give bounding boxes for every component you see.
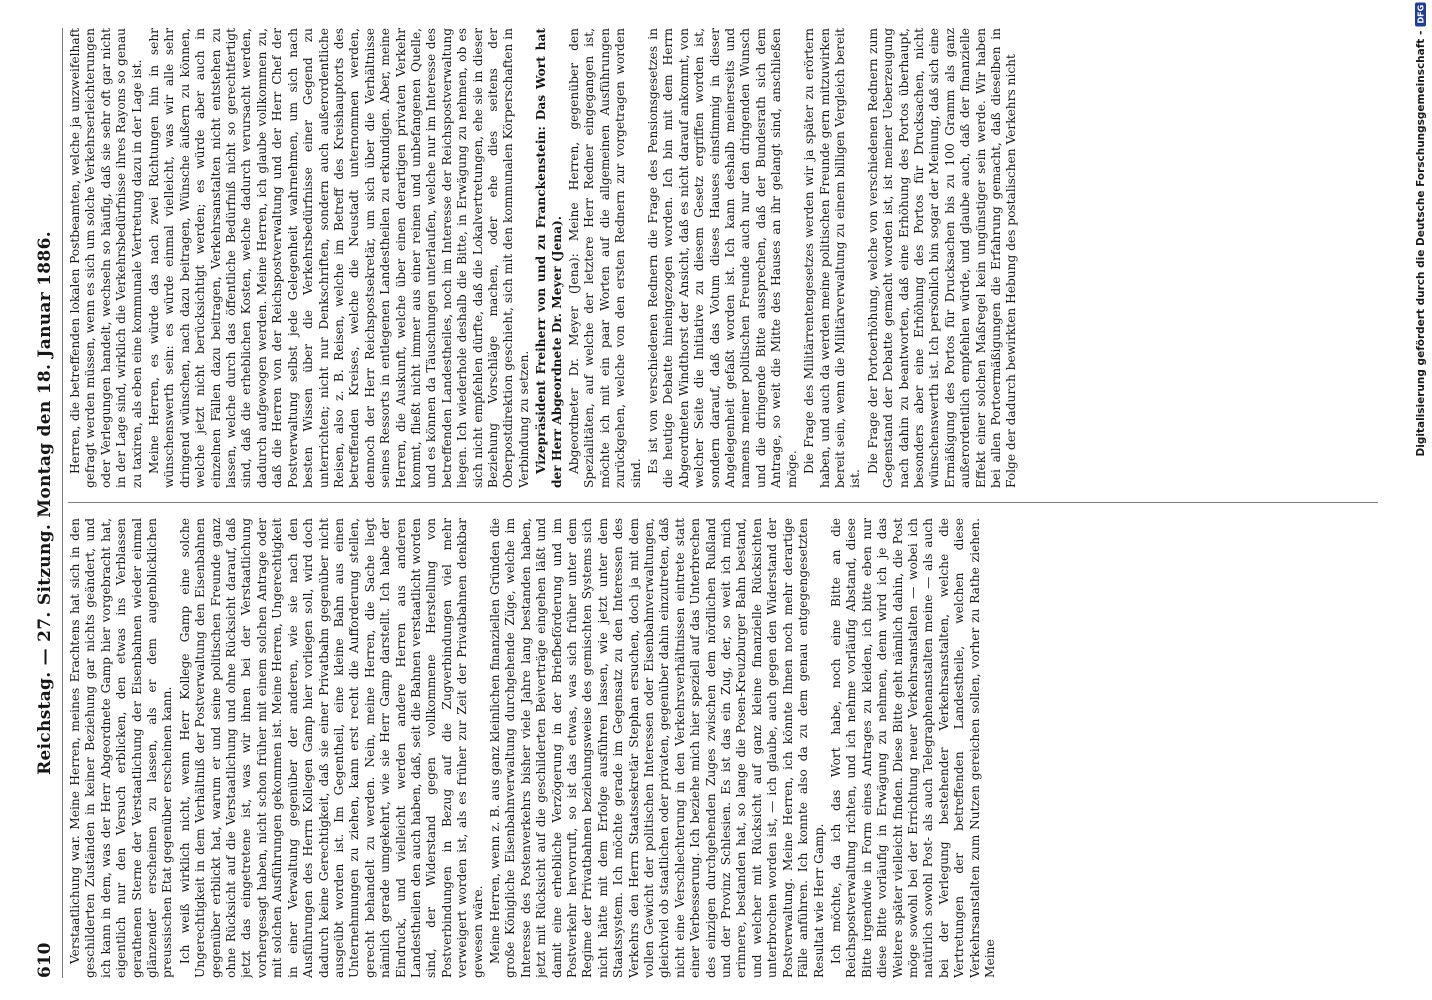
speaker-paragraph: Vizepräsident Freiherr von und zu Franckenstein: Das Wort hat der Herr Abgeordnete Dr. Meyer (Jena). [534, 28, 564, 488]
right-column [68, 28, 1378, 488]
paragraph: Meine Herren, es würde das nach zwei Richtungen hin in sehr wünschenswerth sein: es würde einmal vielleicht, was wir alle sehr dringend wünschen, nach dazu beitragen, Wünsche äußern zu können, welche jetzt nicht berücksichtigt werden; es würde aber auch in einzelnen Fällen dazu beitragen, Verkehrsanstalten nicht entstehen zu lassen, welche durch das öffentliche Bedürfniß nicht so gerechtfertigt sind, daß die erheblichen Kosten, welche dadurch verursacht werden, dadurch aufgewogen werden. Meine Herren, ich glaube vollkommen zu, daß die Herren von der Reichspostverwaltung und der Herr Chef der Postverwaltung selbst jede Gelegenheit wahrnehmen, um sich nach besten Wissen über die Verkehrsbedürfnisse einer Gegend zu unterrichten; nicht nur Denkschriften, sondern auch außerordentliche Reisen, also z. B. Reisen, welche im Betreff des Kreishauptorts des betreffenden Kreises, welche die Neustadt unternommen werden, dennoch der Herr Reichspostsekretär, um sich über die Verhältnisse seines Ressorts in entlegenen Landestheilen zu erkundigen. Aber, meine Herren, die Auskunft, welche über einen derartigen privaten Verkehr kommt, fließt nicht immer aus einer reinen und unbefangenen Quelle, und es können da Täuschungen unterlaufen, welche nur im Interesse des betreffenden Landestheiles, noch im Interesse der Reichspostverwaltung liegen. Ich wiederhole deshalb die Bitte, in Erwägung zu nehmen, ob es sich nicht empfehlen dürfte, daß die Lokalvertretungen, ehe sie in dieser Beziehung Vorschläge machen, oder ehe dies seitens der Oberpostdirektion geschieht, sich mit den kommunalen Körperschaften in Verbindung zu setzen. [147, 28, 531, 488]
dfg-logo: DFG [1416, 2, 1427, 27]
paragraph: Ich möchte, da ich das Wort habe, noch eine Bitte an die Reichspostverwaltung richten, und ich nehme vorläufig Abstand, diese Bitte irgendwie in Form eines Antrages zu kleiden, ich bitte eben nur diese Bitte vorläufig in Erwägung zu nehmen, denn wird ich je das Weitere später vielleicht finden. Diese Bitte geht nämlich dahin, die Post möge sowohl bei der Errichtung neuer Verkehrsanstalten — wobei ich natürlich sowohl Post- als auch Telegraphenanstalten meine — als auch bei der Verlegung bestehender Verkehrsanstalten, welche die Vertretungen der betreffenden Landestheile, welchen diese Verkehrsanstalten zum Nutzen gereichen sollen, vorher zu Rathe ziehen. Meine [828, 518, 997, 978]
paragraph: Meine Herren, wenn z. B. aus ganz kleinlichen finanziellen Gründen die große Königliche Eisenbahnverwaltung durchgehende Züge, welche im Interesse des Postenverkehrs bisher viele Jahre lang bestanden haben, jetzt mit Rücksicht auf die geschilderten Beiverträge eingehen läßt und damit eine erhebliche Verzögerung in der Briefbeförderung und im Postverkehr hervorruft, so ist das etwas, was sich früher unter dem Regime der Privatbahnen beziehungsweise des gemischten Systems sich nicht hätte mit dem Erfolge ausführen lassen, wie jetzt unter dem Staatssystem. Ich möchte gerade im Gegensatz zu den Interessen des Verkehrs den Herrn Staatssekretär Stephan ersuchen, doch ja mit dem vollen Gewicht der politischen Interessen oder Eisenbahnverwaltungen, gleichviel ob staatlichen oder privaten, gegenüber dahin einzutreten, daß nicht eine Verschlechterung in den Verkehrsverhältnissen eintrete statt einer Verbesserung. Ich beziehe mich hier speziell auf das Unterbrechen des einzigen durchgehenden Zuges zwischen dem nördlichen Rußland und der Provinz Schlesien. Es ist das ein Zug, der, so weit ich mich erinnere, bestanden hat, so lange die Posen-Kreuzburger Bahn bestand, und welcher mit Rücksicht auf ganz kleine finanzielle Rücksichten unterbrochen worden ist, — ich glaube, auch gegen den Widerstand der Postverwaltung. Meine Herren, ich könnte Ihnen noch mehr derartige Fälle anführen. Ich konnte also da zu dem genau entgegengesetzten Resultat wie Herr Gamp. [487, 518, 826, 978]
column-divider [68, 503, 1378, 504]
page-header [28, 28, 63, 978]
text-columns [68, 28, 1378, 978]
paragraph: Die Frage des Militärrentengesetzes werden wir ja später zu erörtern haben, und auch da werden meine politischen Freunde gern mitzuwirken bereit sein, wenn die Militärverwaltung zu einem billigen Vergleich bereit ist. [802, 28, 863, 488]
paragraph: Ich weiß wirklich nicht, wenn Herr Kollege Gamp eine solche Ungerechtigkeit in dem Verhältniß der Postverwaltung den Eisenbahnen gegenüber erblickt hat, warum er und seine politischen Freunde ganz ohne Rücksicht auf die Verstaatlichung und ohne Rücksicht darauf, daß jetzt das eingetretene ist, was wir ihnen bei der Verstaatlichung vorhergesagt haben, nicht schon früher mit einem solchen Antrage oder mit solchen Ausführungen gekommen ist. Meine Herren, Ungerechtigkeit in einer Verwaltung gegenüber der anderen, wie sie nach den Ausführungen des Herrn Kollegen Gamp hier vorliegen soll, wird doch dadurch keine Gerechtigkeit, daß sie einer Privatbahn gegenüber nicht ausgeübt worden ist. Im Gegentheil, eine kleine Bahn aus einen Unternehmungen zu ziehen, kann erst recht die Aufforderung stellen, gerecht behandelt zu werden. Nein, meine Herren, die Sache liegt nämlich gerade umgekehrt, wie sie Herr Gamp darstellt. Ich habe der Eindruck, und vielleicht werden andere Herren aus anderen Landestheilen den auch haben, daß, seit die Bahnen verstaatlicht worden sind, der Widerstand gegen vollkommene Herstellung von Postverbindungen in Bezug auf die Zugverbindungen viel mehr verweigert worden ist, als es früher zur Zeit der Privatbahnen denkbar gewesen wäre. [177, 518, 485, 978]
page-number: 610 [35, 942, 55, 978]
running-head: Reichstag. — 27. Sitzung. Montag den 18. Januar 1886. [35, 231, 55, 775]
newspaper-sheet [28, 20, 1398, 978]
digitization-credit [1412, 2, 1430, 998]
paragraph: Herren, die betreffenden lokalen Postbeamten, welche ja unzweifelhaft gefragt werden müssen, wenn es sich um solche Verkehrserleichterungen oder Verlegungen handelt, wechseln so häufig, daß sie sehr oft gar nicht in der Lage sind, wirklich die Verkehrsbedürfnisse ihres Rayons so genau zu taxiren, als eben eine kommunale Vertretung dazu in der Lage ist. [68, 28, 144, 488]
paragraph: Die Frage der Portoerhöhung, welche von verschiedenen Rednern zum Gegenstand der Debatte gemacht worden ist, ist meiner Ueberzeugung nach dahin zu beantworten, daß eine Erhöhung des Portos überhaupt, besonders aber eine Erhöhung des Portos für Drucksachen, nicht wünschenswerth ist. Ich persönlich bin sogar der Meinung, daß sich eine Ermäßigung des Portos für Drucksachen bis zu 100 Gramm als ganz außerordentlich empfehlen würde, und glaube auch, daß der finanzielle Effekt einer solchen Maßregel kein ungünstiger sein werde. Wir haben bei allen Portoermäßigungen die Erfahrung gemacht, daß dieselben in Folge der dadurch bewirkten Hebung des postalischen Verkehrs nicht [865, 28, 1019, 488]
credit-text: Digitalisierung gefördert durch die Deutsche Forschungsgemeinschaft - [1415, 30, 1427, 457]
paragraph: Verstaatlichung war. Meine Herren, meines Erachtens hat sich in den geschilderten Zuständen in keiner Beziehung gar nichts geändert, und ich kann in dem, was der Herr Abgeordnete Gamp hier vorgebracht hat, eigentlich nur den Versuch erblicken, den etwas ins Verblassen gerathenen Sterne der Verstaatlichung der Eisenbahnen wieder einmal glänzender erscheinen zu lassen, als er dem augenblicklichen preussischen Etat gegenüber erscheinen kann. [68, 518, 175, 978]
paragraph: Es ist von verschiedenen Rednern die Frage des Pensionsgesetzes in die heutige Debatte hineingezogen worden. Ich bin mit dem Herrn Abgeordneten Windthorst der Ansicht, daß es nicht darauf ankommt, von welcher Seite die Initiative zu diesem Gesetz ergriffen worden ist, sondern darauf, daß das Votum dieses Hauses einstimmig in dieser Angelegenheit gefaßt worden ist. Ich kann deshalb meinerseits und namens meiner politischen Freunde auch nur den dringenden Wunsch und die dringende Bitte aussprechen, daß der Bundesrath sich dem Antrage, so weit die Mitte des Hauses an ihr gelangt sind, anschließen möge. [646, 28, 799, 488]
paragraph: Abgeordneter Dr. Meyer (Jena): Meine Herren, gegenüber den Spezialitäten, auf welche der letztere Herr Redner eingegangen ist, möchte ich mit ein paar Worten auf die allgemeinen Ausführungen zurückgehen, welche von den ersten Rednern zur vorgetragen worden sind. [567, 28, 643, 488]
left-column [68, 518, 1378, 978]
